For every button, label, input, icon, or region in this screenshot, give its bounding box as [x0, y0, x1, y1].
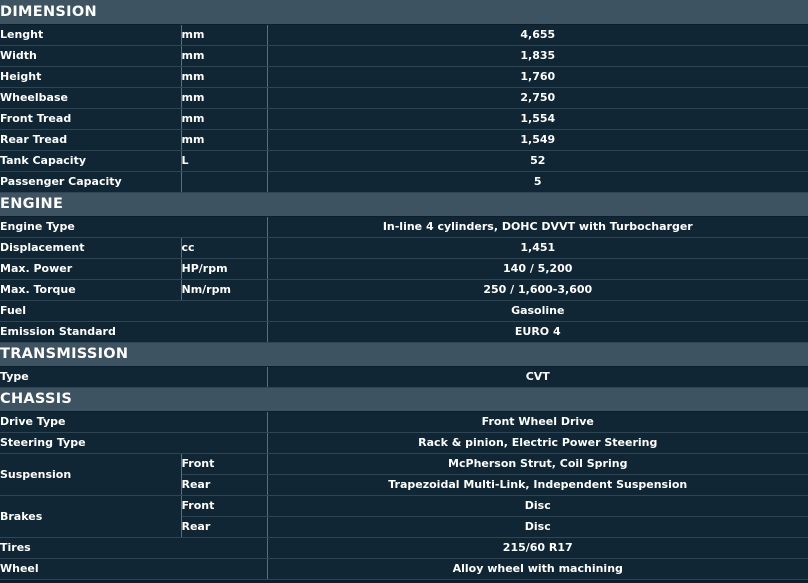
spec-unit: L: [181, 150, 267, 171]
section-header-transmission: [0, 342, 808, 366]
spec-sublabel: Rear: [181, 516, 267, 537]
spec-value: Rack & pinion, Electric Power Steering: [267, 432, 808, 453]
spec-value: CVT: [267, 366, 808, 387]
section-title: ENGINE: [0, 192, 808, 216]
spec-unit: mm: [181, 129, 267, 150]
spec-unit: Nm/rpm: [181, 279, 267, 300]
spec-value: 1,549: [267, 129, 808, 150]
spec-value: Front Wheel Drive: [267, 411, 808, 432]
spec-unit: mm: [181, 87, 267, 108]
spec-label: Lenght: [0, 24, 181, 45]
spec-value: Trapezoidal Multi-Link, Independent Suspension: [267, 474, 808, 495]
spec-label: Passenger Capacity: [0, 171, 181, 192]
spec-row-tires: [0, 537, 808, 558]
section-header-engine: [0, 192, 808, 216]
spec-unit: mm: [181, 24, 267, 45]
spec-label: Tires: [0, 537, 267, 558]
spec-row-fuel: [0, 300, 808, 321]
spec-label: Type: [0, 366, 267, 387]
spec-label: Front Tread: [0, 108, 181, 129]
spec-row-transmission-type: [0, 366, 808, 387]
spec-label: Fuel: [0, 300, 267, 321]
spec-label: Suspension: [0, 453, 181, 495]
spec-label: Max. Power: [0, 258, 181, 279]
spec-label: Drive Type: [0, 411, 267, 432]
spec-value: In-line 4 cylinders, DOHC DVVT with Turbocharger: [267, 216, 808, 237]
spec-row-suspension-front: [0, 453, 808, 474]
spec-value: 1,760: [267, 66, 808, 87]
spec-row-max-power: [0, 258, 808, 279]
spec-row-height: [0, 66, 808, 87]
spec-value: Disc: [267, 516, 808, 537]
section-title: CHASSIS: [0, 387, 808, 411]
spec-row-passenger-capacity: [0, 171, 808, 192]
spec-sublabel: Front: [181, 453, 267, 474]
spec-unit: [181, 171, 267, 192]
spec-value: Alloy wheel with machining: [267, 558, 808, 579]
spec-value: 2,750: [267, 87, 808, 108]
spec-label: Displacement: [0, 237, 181, 258]
spec-unit: cc: [181, 237, 267, 258]
spec-value: Gasoline: [267, 300, 808, 321]
spec-row-engine-type: [0, 216, 808, 237]
spec-value: 5: [267, 171, 808, 192]
spec-row-wheel: [0, 558, 808, 579]
spec-label: Emission Standard: [0, 321, 267, 342]
spec-row-displacement: [0, 237, 808, 258]
spec-unit: mm: [181, 66, 267, 87]
spec-label: Height: [0, 66, 181, 87]
spec-label: Rear Tread: [0, 129, 181, 150]
spec-row-width: [0, 45, 808, 66]
spec-label: Brakes: [0, 495, 181, 537]
spec-value: Disc: [267, 495, 808, 516]
spec-sublabel: Rear: [181, 474, 267, 495]
spec-row-length: [0, 24, 808, 45]
section-header-dimension: [0, 0, 808, 24]
spec-label: Width: [0, 45, 181, 66]
spec-label: Engine Type: [0, 216, 267, 237]
spec-row-rear-tread: [0, 129, 808, 150]
spec-value: 52: [267, 150, 808, 171]
section-title: DIMENSION: [0, 0, 808, 24]
spec-value: 1,451: [267, 237, 808, 258]
spec-value: 250 / 1,600-3,600: [267, 279, 808, 300]
section-header-chassis: [0, 387, 808, 411]
spec-row-brakes-front: [0, 495, 808, 516]
spec-value: 140 / 5,200: [267, 258, 808, 279]
spec-label: Wheel: [0, 558, 267, 579]
spec-value: 1,835: [267, 45, 808, 66]
spec-row-steering-type: [0, 432, 808, 453]
spec-label: Wheelbase: [0, 87, 181, 108]
spec-label: Tank Capacity: [0, 150, 181, 171]
spec-row-drive-type: [0, 411, 808, 432]
spec-row-emission-standard: [0, 321, 808, 342]
spec-row-wheelbase: [0, 87, 808, 108]
spec-label: Max. Torque: [0, 279, 181, 300]
spec-row-front-tread: [0, 108, 808, 129]
spec-sublabel: Front: [181, 495, 267, 516]
spec-unit: mm: [181, 45, 267, 66]
spec-value: 4,655: [267, 24, 808, 45]
spec-value: McPherson Strut, Coil Spring: [267, 453, 808, 474]
spec-value: 1,554: [267, 108, 808, 129]
spec-row-max-torque: [0, 279, 808, 300]
section-title: TRANSMISSION: [0, 342, 808, 366]
spec-row-tank-capacity: [0, 150, 808, 171]
spec-unit: mm: [181, 108, 267, 129]
spec-label: Steering Type: [0, 432, 267, 453]
spec-value: 215/60 R17: [267, 537, 808, 558]
spec-unit: HP/rpm: [181, 258, 267, 279]
spec-value: EURO 4: [267, 321, 808, 342]
